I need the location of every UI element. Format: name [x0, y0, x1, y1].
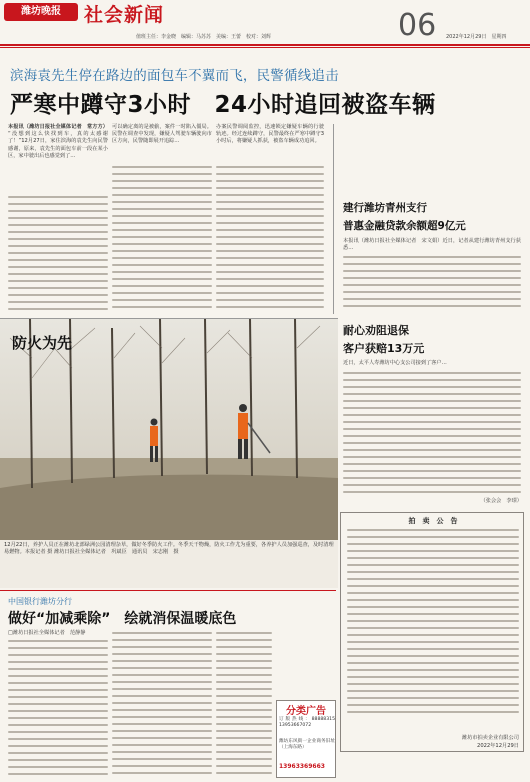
header-rule: [0, 44, 530, 46]
bank-story-byline: □潍坊日报社全媒体记者 范静静: [8, 630, 86, 636]
side-story-2-signature: （张会会 李璟）: [480, 498, 522, 504]
page-number: 06: [398, 8, 437, 43]
notice-signature: 潍坊市拍卖企业有限公司: [461, 735, 519, 741]
lead-byline: 本报讯（潍坊日报社全媒体记者 常方方）: [8, 124, 108, 130]
newspaper-logo: 潍坊晚报: [4, 3, 78, 21]
news-photo: [0, 318, 338, 540]
bank-story-col1: [8, 640, 108, 778]
editor-meta: 值班主任：李金晓 编辑：马苏苏 美编：王蕾 校对：刘辉: [136, 34, 272, 40]
lead-subheadline: 滨海袁先生停在路边的面包车不翼而飞，民警循线追击: [10, 68, 339, 84]
auction-notice: [340, 512, 524, 752]
side-story-2-headline-1: 耐心劝阻退保: [343, 324, 409, 337]
side-story-2-headline-2: 客户获赔13万元: [343, 342, 425, 355]
lead-body-col2: 可以确定离的是被偷，案件一时陷入僵局。民警在调查中发现，嫌疑人驾驶车辆驶向市区方向，民警随即展开追踪…: [112, 124, 212, 145]
bank-story-subhead: 中国银行潍坊分行: [8, 597, 72, 606]
side-story-1-headline-2: 普惠金融贷款余额超9亿元: [343, 220, 466, 232]
classified-phone: 订版热线：88888315 13953667072: [279, 717, 340, 728]
classified-ad: [276, 700, 340, 778]
bank-story-col3: [216, 632, 272, 778]
notice-title: 拍 卖 公 告: [408, 517, 458, 525]
section-title: 社会新闻: [84, 4, 165, 26]
column-divider: [333, 124, 334, 314]
lead-body-col3-filler: [216, 166, 324, 316]
classified-address: 潍坊东风街一企业商务旧址（上海东路）: [279, 739, 335, 750]
bank-story-rule: [0, 590, 336, 591]
side-story-2-body: [343, 372, 521, 497]
notice-body: [347, 529, 519, 724]
lead-body-text-1: “没想到这么快找到车，真的太感谢了！”12月27日，家住滨海的袁先生向民警感谢，原来，袁先生的面包车前一段在某小区，家中驶出后也感觉到了…: [8, 131, 108, 159]
photo-caption-text: 12月22日，养护人员正在潍坊北部绿洲公园清理杂草，做好冬季防火工作。冬季天干物燥，防火工作尤为重要，各养护人员加强巡查，及时清理易燃物。本报记者 摄: [4, 542, 334, 556]
side-story-1-headline-1: 建行潍坊青州支行: [343, 202, 427, 214]
side-story-1-byline: 本报讯（潍坊日报社全媒体记者 宋文娟）近日，记者从建行潍坊青州支行获悉…: [343, 238, 521, 252]
bank-story-headline: 做好“加减乘除” 绘就消保温暖底色: [8, 611, 237, 627]
lead-headline: 严寒中蹲守3小时 24小时追回被盗车辆: [10, 92, 436, 118]
lead-body-col1-filler: [8, 196, 108, 316]
header-rule-thin: [0, 47, 530, 48]
photo-caption: [0, 540, 338, 588]
lead-body-col2-filler: [112, 166, 212, 316]
bank-story-col2: [112, 632, 212, 778]
notice-date: 2022年12月29日: [477, 743, 519, 749]
side-story-1-body: [343, 256, 521, 316]
issue-date: 2022年12月29日 星期四: [446, 34, 507, 40]
lead-body-col3: 办案民警调阅监控，迅速锁定嫌疑车辆的行驶轨迹。经过连续蹲守，民警最终在严寒中蹲守3小时后，将嫌疑人抓获，被盗车辆成功追回。: [216, 124, 324, 145]
photo-credit: 潍坊日报社全媒体记者 巩斌臣 通讯员 宋志刚 摄: [54, 549, 179, 556]
classified-title: 分类广告: [286, 706, 326, 717]
photo-label: 防火为先: [12, 334, 73, 352]
classified-hotline: 13963369663: [279, 763, 325, 770]
side-story-2-byline: 近日，太平人寿潍坊中心支公司接到了客户…: [343, 360, 447, 366]
